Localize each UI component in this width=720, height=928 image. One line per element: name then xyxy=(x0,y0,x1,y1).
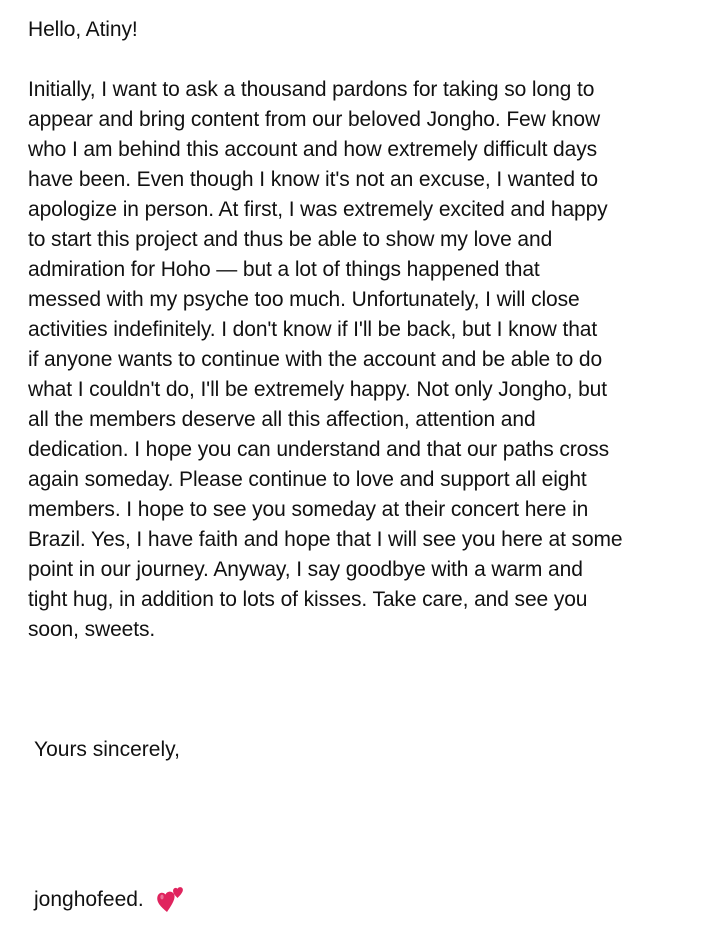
signature xyxy=(34,885,186,915)
body-line: dedication. I hope you can understand and that our paths cross xyxy=(28,438,610,461)
body-line: admiration for Hoho — but a lot of things happened that xyxy=(28,258,540,281)
body-line: all the members deserve all this affection, attention and xyxy=(28,408,536,431)
body-line: apologize in person. At first, I was extremely excited and happy xyxy=(28,198,608,221)
body-line: who I am behind this account and how extremely difficult days xyxy=(28,138,597,161)
body-line: activities indefinitely. I don't know if I'll be back, but I know that xyxy=(28,318,598,341)
large-heart-shape xyxy=(157,892,174,912)
body-line: what I couldn't do, I'll be extremely happy. Not only Jongho, but xyxy=(28,378,607,401)
note-body xyxy=(28,15,698,645)
body-line: to start this project and thus be able to show my love and xyxy=(28,228,553,251)
body-line: if anyone wants to continue with the account and be able to do xyxy=(28,348,603,371)
body-line: point in our journey. Anyway, I say goodbye with a warm and xyxy=(28,558,583,581)
body-line: tight hug, in addition to lots of kisses. Take care, and see you xyxy=(28,588,588,611)
blank-line xyxy=(28,45,698,75)
body-line: Initially, I want to ask a thousand pardons for taking so long to xyxy=(28,78,595,101)
body-line: again someday. Please continue to love and support all eight xyxy=(28,468,587,491)
body-line: Brazil. Yes, I have faith and hope that I will see you here at some xyxy=(28,528,623,551)
two-hearts-icon xyxy=(156,885,186,913)
body-line: soon, sweets. xyxy=(28,618,156,641)
body-line: have been. Even though I know it's not an excuse, I wanted to xyxy=(28,168,598,191)
body-line: messed with my psyche too much. Unfortunately, I will close xyxy=(28,288,580,311)
signature-text: jonghofeed. xyxy=(34,888,144,911)
closing-text: Yours sincerely, xyxy=(34,738,180,761)
body-line: members. I hope to see you someday at their concert here in xyxy=(28,498,589,521)
greeting: Hello, Atiny! xyxy=(28,18,138,41)
body-line: appear and bring content from our beloved Jongho. Few know xyxy=(28,108,601,131)
